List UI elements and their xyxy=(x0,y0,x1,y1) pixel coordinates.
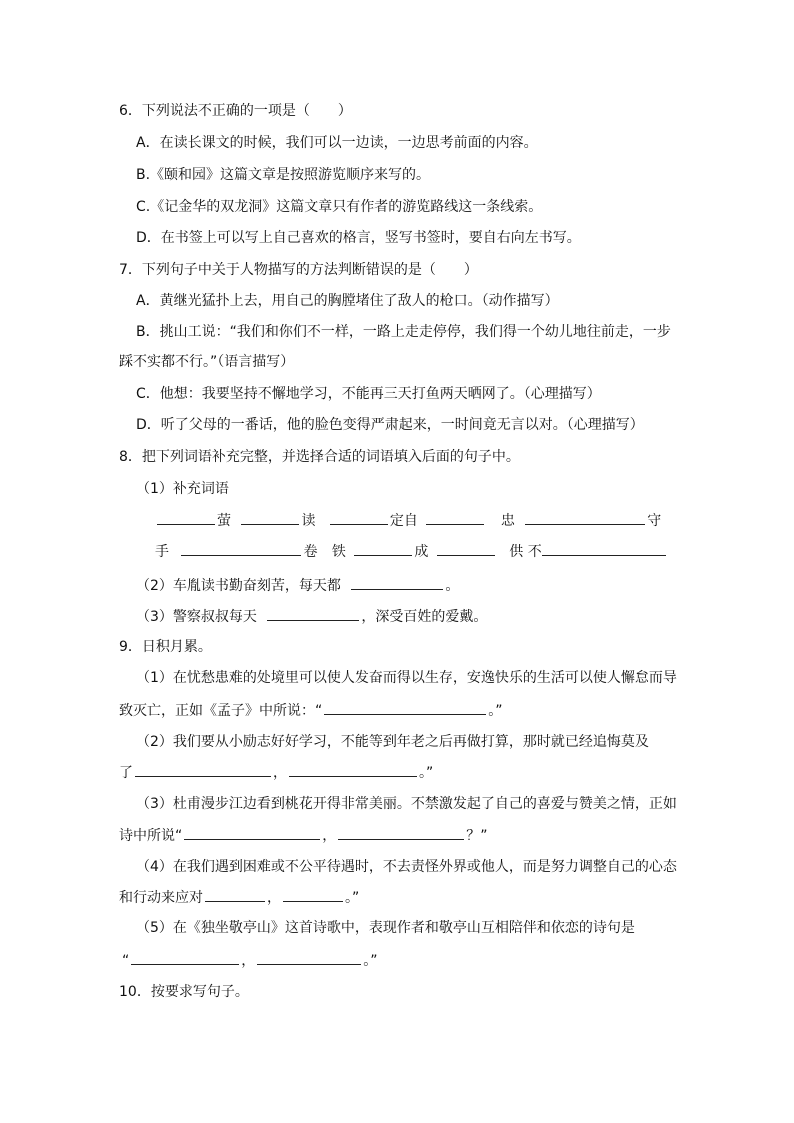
question-8-stem: 8．把下列词语补充完整，并选择合适的词语填入后面的句子中。 xyxy=(119,449,520,465)
question-7-option-a: A．黄继光猛扑上去，用自己的胸膛堵住了敌人的枪口。（动作描写） xyxy=(136,293,559,309)
answer-blank[interactable] xyxy=(330,510,388,525)
part1-end: 。” xyxy=(488,703,503,719)
part2-end: 。” xyxy=(419,765,434,781)
answer-blank[interactable] xyxy=(289,762,417,777)
question-6-option-d: D．在书签上可以写上自己喜欢的格言，竖写书签时，要自右向左书写。 xyxy=(136,230,581,246)
question-9-part1-line1: （1）在忧愁患难的处境里可以使人发奋而得以生存，安逸快乐的生活可以使人懈怠而导 xyxy=(136,670,677,686)
part1-text: 致灭亡，正如《孟子》中所说：“ xyxy=(119,703,323,719)
idiom-fragment: 供 不 xyxy=(509,544,542,560)
answer-blank[interactable] xyxy=(324,700,486,715)
question-6-option-c: C.《记金华的双龙洞》这篇文章只有作者的游览路线这一条线索。 xyxy=(136,199,543,215)
answer-blank[interactable] xyxy=(184,825,320,840)
idiom-fragment: 卷 xyxy=(303,544,318,560)
idiom-fragment: 铁 xyxy=(331,544,346,560)
answer-blank[interactable] xyxy=(267,606,359,621)
part2-end: 。 xyxy=(445,578,460,594)
question-6-stem: 6．下列说法不正确的一项是（ ） xyxy=(119,103,352,119)
answer-blank[interactable] xyxy=(283,887,343,902)
question-7-option-b-line2: 踩不实都不行。”（语言描写） xyxy=(119,354,295,370)
question-9-part5-line1: （5）在《独坐敬亭山》这首诗歌中，表现作者和敬亭山互相陪伴和依恋的诗句是 xyxy=(136,920,635,936)
idiom-fragment: 定自 xyxy=(389,513,418,529)
part5-comma: ， xyxy=(241,953,256,969)
part4-end: 。” xyxy=(345,890,360,906)
part4-text: 和行动来应对 xyxy=(119,890,203,906)
question-8-part2 xyxy=(136,575,459,596)
answer-blank[interactable] xyxy=(131,950,239,965)
question-9-part4-line2 xyxy=(119,887,359,908)
idiom-row-2 xyxy=(155,541,668,562)
answer-blank[interactable] xyxy=(426,510,484,525)
idiom-fragment: 萤 xyxy=(217,513,231,529)
question-7-option-b-line1: B．挑山工说：“我们和你们不一样，一路上走走停停，我们得一个幼儿地往前走，一步 xyxy=(136,324,671,340)
question-7-stem: 7．下列句子中关于人物描写的方法判断错误的是（ ） xyxy=(119,262,478,278)
question-7-option-d: D．听了父母的一番话，他的脸色变得严肃起来，一时间竟无言以对。（心理描写） xyxy=(136,417,644,433)
idiom-fragment: 守 xyxy=(647,513,662,529)
answer-blank[interactable] xyxy=(542,541,666,556)
answer-blank[interactable] xyxy=(351,575,443,590)
part3-end: ，深受百姓的爱戴。 xyxy=(361,609,488,625)
part3-text: （3）警察叔叔每天 xyxy=(136,609,257,625)
question-9-part3-line2 xyxy=(119,825,488,846)
answer-blank[interactable] xyxy=(181,541,301,556)
part4-comma: ， xyxy=(267,890,281,906)
answer-blank[interactable] xyxy=(135,762,271,777)
question-9-part5-line2 xyxy=(122,950,378,971)
question-6-option-a: A．在读长课文的时候，我们可以一边读，一边思考前面的内容。 xyxy=(136,135,538,151)
part3-comma: ， xyxy=(322,828,337,844)
answer-blank[interactable] xyxy=(354,541,412,556)
idiom-fragment: 忠 xyxy=(500,513,515,529)
answer-blank[interactable] xyxy=(241,510,299,525)
question-9-part3-line1: （3）杜甫漫步江边看到桃花开得非常美丽。不禁激发起了自己的喜爱与赞美之情，正如 xyxy=(136,796,677,812)
part3-end: ？” xyxy=(466,828,488,844)
part2-comma: ， xyxy=(273,765,287,781)
part3-text: 诗中所说“ xyxy=(119,828,183,844)
part2-text: （2）车胤读书勤奋刻苦，每天都 xyxy=(136,578,341,594)
answer-blank[interactable] xyxy=(205,887,265,902)
idiom-fragment: 手 xyxy=(155,544,169,560)
idiom-fragment: 读 xyxy=(301,513,316,529)
question-9-part2-line2 xyxy=(119,762,433,783)
answer-blank[interactable] xyxy=(338,825,464,840)
question-9-stem: 9．日积月累。 xyxy=(119,639,212,655)
idiom-row-1 xyxy=(155,510,661,531)
answer-blank[interactable] xyxy=(257,950,361,965)
answer-blank[interactable] xyxy=(157,510,215,525)
answer-blank[interactable] xyxy=(437,541,495,556)
question-6-option-b: B.《颐和园》这篇文章是按照游览顺序来写的。 xyxy=(136,167,431,183)
part5-end: 。” xyxy=(363,953,378,969)
question-10-stem: 10．按要求写句子。 xyxy=(119,984,249,1000)
question-9-part1-line2 xyxy=(119,700,503,721)
question-7-option-c: C．他想：我要坚持不懈地学习，不能再三天打鱼两天晒网了。（心理描写） xyxy=(136,386,601,402)
answer-blank[interactable] xyxy=(525,510,645,525)
part5-open-quote: “ xyxy=(122,953,130,969)
question-9-part2-line1: （2）我们要从小励志好好学习，不能等到年老之后再做打算，那时就已经追悔莫及 xyxy=(136,734,649,750)
question-9-part4-line1: （4）在我们遇到困难或不公平待遇时，不去责怪外界或他人，而是努力调整自己的心态 xyxy=(136,859,677,875)
question-8-part3 xyxy=(136,606,487,627)
part2-text: 了 xyxy=(119,765,133,781)
question-8-part1-label: （1）补充词语 xyxy=(136,481,229,497)
idiom-fragment: 成 xyxy=(414,544,429,560)
